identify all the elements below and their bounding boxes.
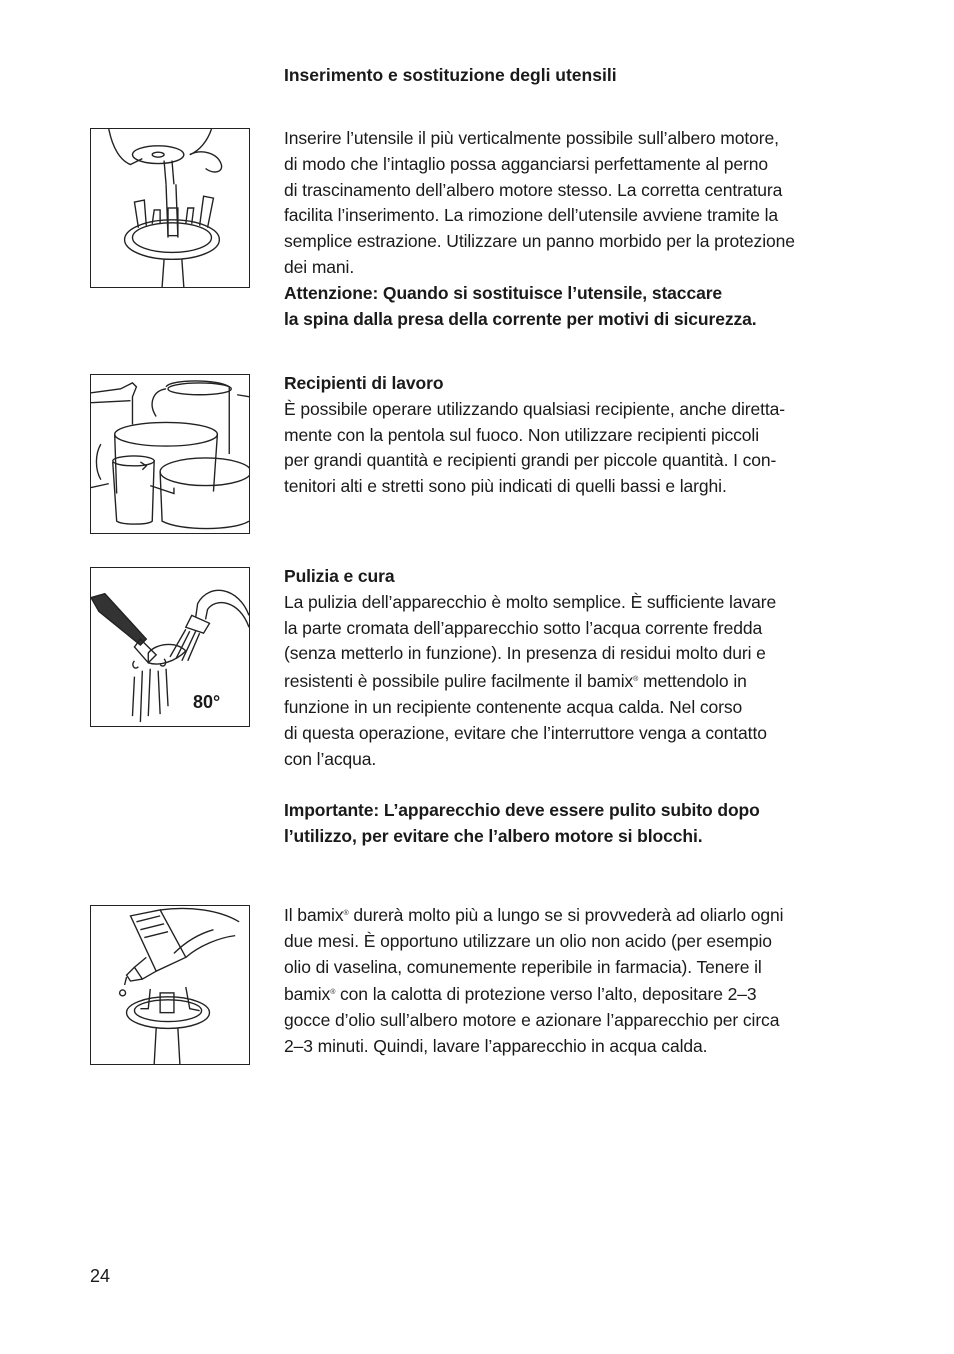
text-line: La pulizia dell’apparecchio è molto semplice. È sufficiente lavare [284, 591, 777, 612]
text-line: due mesi. È opportuno utilizzare un olio non acido (per esempio [284, 930, 772, 951]
text-line: la parte cromata dell’apparecchio sotto l’acqua corrente fredda [284, 617, 763, 638]
containers-illustration [90, 374, 250, 534]
text-line: resistenti è possibile pulire facilmente il bamix® mettendolo in [284, 671, 747, 692]
text-line: dei mani. [284, 256, 355, 277]
tool-insertion-illustration [90, 128, 250, 288]
section-title-containers: Recipienti di lavoro [284, 373, 444, 393]
cleaning-illustration [90, 567, 250, 727]
text-line: di questa operazione, evitare che l’interruttore venga a contatto [284, 722, 767, 743]
text-line: 2–3 minuti. Quindi, lavare l’apparecchio in acqua calda. [284, 1035, 708, 1056]
oiling-illustration [90, 905, 250, 1065]
oiling-text [284, 901, 874, 1060]
warning-line: Attenzione: Quando si sostituisce l’utensile, staccare [284, 282, 723, 303]
text-line: di trascinamento dell’albero motore stesso. La corretta centratura [284, 179, 783, 200]
cleaning-text [284, 564, 874, 850]
text-line: Inserire l’utensile il più verticalmente possibile sull’albero motore, [284, 128, 779, 148]
text-line: gocce d’olio sull’albero motore e azionare l’apparecchio per circa [284, 1010, 780, 1031]
text-line: olio di vaselina, comunemente reperibile in farmacia). Tenere il [284, 956, 762, 977]
tool-insertion-text [284, 126, 874, 332]
section-title-tool-insertion: Inserimento e sostituzione degli utensili [284, 65, 617, 85]
text-line: con l’acqua. [284, 748, 377, 769]
important-line: l’utilizzo, per evitare che l’albero motore si blocchi. [284, 825, 703, 846]
text-line: facilita l’inserimento. La rimozione dell’utensile avviene tramite la [284, 205, 779, 226]
text-line: bamix® con la calotta di protezione verso l’alto, depositare 2–3 [284, 984, 757, 1005]
text-line: per grandi quantità e recipienti grandi per piccole quantità. I con- [284, 450, 777, 471]
text-line: semplice estrazione. Utilizzare un panno morbido per la protezione [284, 231, 795, 252]
section-title-cleaning: Pulizia e cura [284, 566, 395, 586]
warning-line: la spina dalla presa della corrente per motivi di sicurezza. [284, 308, 757, 329]
text-line: È possibile operare utilizzando qualsiasi recipiente, anche diretta- [284, 398, 785, 419]
text-line: di modo che l’intaglio possa agganciarsi perfettamente al perno [284, 153, 768, 174]
important-line: Importante: L’apparecchio deve essere pulito subito dopo [284, 800, 760, 821]
text-line: funzione in un recipiente contenente acqua calda. Nel corso [284, 696, 743, 717]
text-line: tenitori alti e stretti sono più indicati di quelli bassi e larghi. [284, 476, 727, 497]
text-line: (senza metterlo in funzione). In presenza di residui molto duri e [284, 643, 766, 664]
page-number: 24 [90, 1266, 111, 1286]
temperature-label: 80° [193, 692, 221, 712]
text-line: Il bamix® durerà molto più a lungo se si provvederà ad oliarlo ogni [284, 905, 784, 925]
text-line: mente con la pentola sul fuoco. Non utilizzare recipienti piccoli [284, 424, 760, 445]
containers-text [284, 371, 874, 500]
